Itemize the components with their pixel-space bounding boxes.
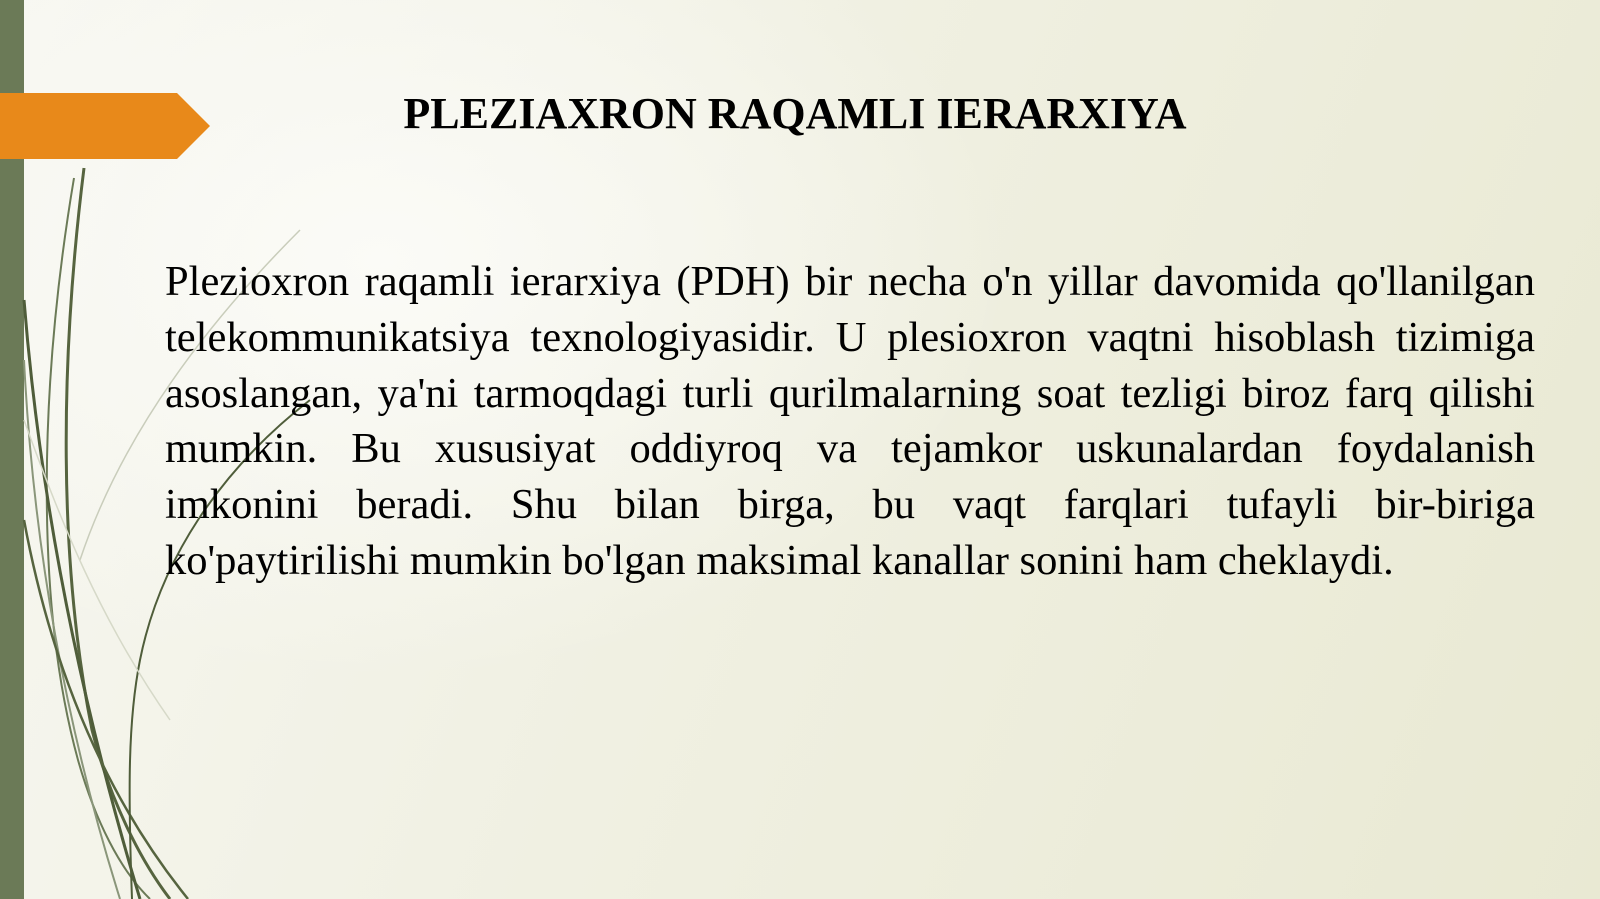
slide-body-text: Plezioxron raqamli ierarxiya (PDH) bir necha o'n yillar davomida qo'llanilgan telekommunikatsiya texnologiyasidir. U plesioxron vaqtni hisoblash tizimiga asoslangan, ya'ni tarmoqdagi turli qurilmalarning soat tezligi biroz farq qilishi mumkin. Bu xususiyat oddiyroq va tejamkor uskunalardan foydalanish imkonini beradi. Shu bilan birga, bu vaqt farqlari tufayli bir-biriga ko'paytirilishi mumkin bo'lgan maksimal kanallar sonini ham cheklaydi.	[165, 258, 1535, 584]
slide-title: PLEZIAXRON RAQAMLI IERARXIYA	[403, 89, 1187, 138]
orange-arrow-tab	[0, 93, 210, 159]
